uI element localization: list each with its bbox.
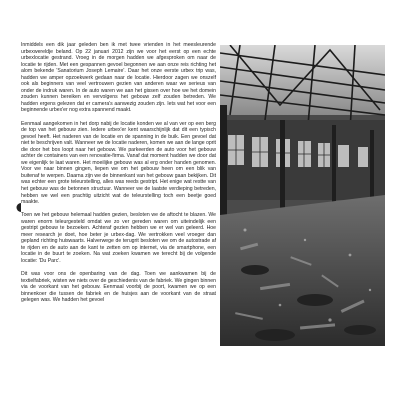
- article-paragraph-1: Inmiddels een dik jaar geleden ben ik met twee vrienden in het meesleurende urbexwereldje beland. Op 22 januari 2012 zijn we voor het eerst op een echte urbexlocatie gestrand. Vroeg in de morgen hadden we afgesproken om naar de locatie te rijden. Met een gespannen gevoel begonnen we aan onze reis richting het alom bekende 'Sanatorium Joseph Lemaire'. Daar het onze eerste urbex trip was, hadden we amper opzoekwerk gedaan naar de locatie. Hierdoor zagen we onszelf ook als beginners van veel vertrouwen gezien van anderen waar we serieus van onder de indruk waren. In de auto waren we aan het gissen over hoe we het domein zouden kunnen bereiken en vervolgens het gebouw zelf zouden betreden. We hadden ergens gelezen dat er camera's aanwezig zouden zijn. Iets wat het voor een beginnende urbex'er nog extra spannend maakt.: [21, 42, 216, 114]
- factory-photo: [220, 45, 385, 346]
- article-paragraph-3: Toen we het gebouw helemaal hadden gezien, besloten we de aftocht te blazen. We waren enorm teleurgesteld omdat we zo ver gereden waren om uiteindelijk een gestript gebouw te bezoeken. Achteraf gezien hebben we er wel van geleerd. Hoe meer research je doet, hoe beter je urbex-dag. We vertrokken veel vroeger dan gepland richting huiswaarts. Halverwege de terugrit besloten we om de autostrade af te rijden en de auto aan de kant te zetten om op internet, via de smartphone, een locatie in de buurt te zoeken. Na wat zoeken kwamen we terecht bij de volgende locatie: 'Du Parc'.: [21, 212, 216, 264]
- half-circle-icon: [16, 199, 21, 208]
- article-paragraph-2: Eenmaal aangekomen in het dorp nabij de locatie konden we al van ver op een berg de top van het gebouw zien. Iedere urbex'er kent waarschijnlijk dat dit een typisch gevoel heeft. Het naderen van de locatie en de spanning in de buik. Een gevoel dat niet te beschrijven valt. Wanneer we de locatie naderen, komen we aan de lange oprit die door het bos loopt naar het gebouw. We parkeerden de auto voor het gebouw achter de containers van een renovatie-firma. Vanaf dat moment hadden we door dat we eigenlijk te laat waren. Het moeilijke gebouw was al erg onder handen genomen. Voor we naar binnen gingen, liepen we om het gebouw heen om een blik van buitenaf te werpen. Daarna zijn we de binnenkant van het gebouw gaan bekijken. Dit was echter een grote teleurstelling, alles was reeds gestript. Het enige wat restte van het gebouw was de betonnen structuur. Wanneer we de laatste verdieping betreden, hebben we wel een prachtig uitzicht wat de teleurstelling toch een beetje goed maakte.: [21, 120, 216, 206]
- article-paragraph-4: Dit was voor ons de openbaring van de dag. Toen we aankwamen bij de textielfabriek, wisten we niets over de geschiedenis van de fabriek. We gingen binnen via de voorkant van het gebouw. Eenmaal voorbij de poort, kwamen we op een binnenkoer die tussen de fabriek en de huisjes aan de voorkant van de straat gelegen was. We hadden het gevoel: [21, 271, 216, 304]
- article-text-column: [21, 42, 216, 310]
